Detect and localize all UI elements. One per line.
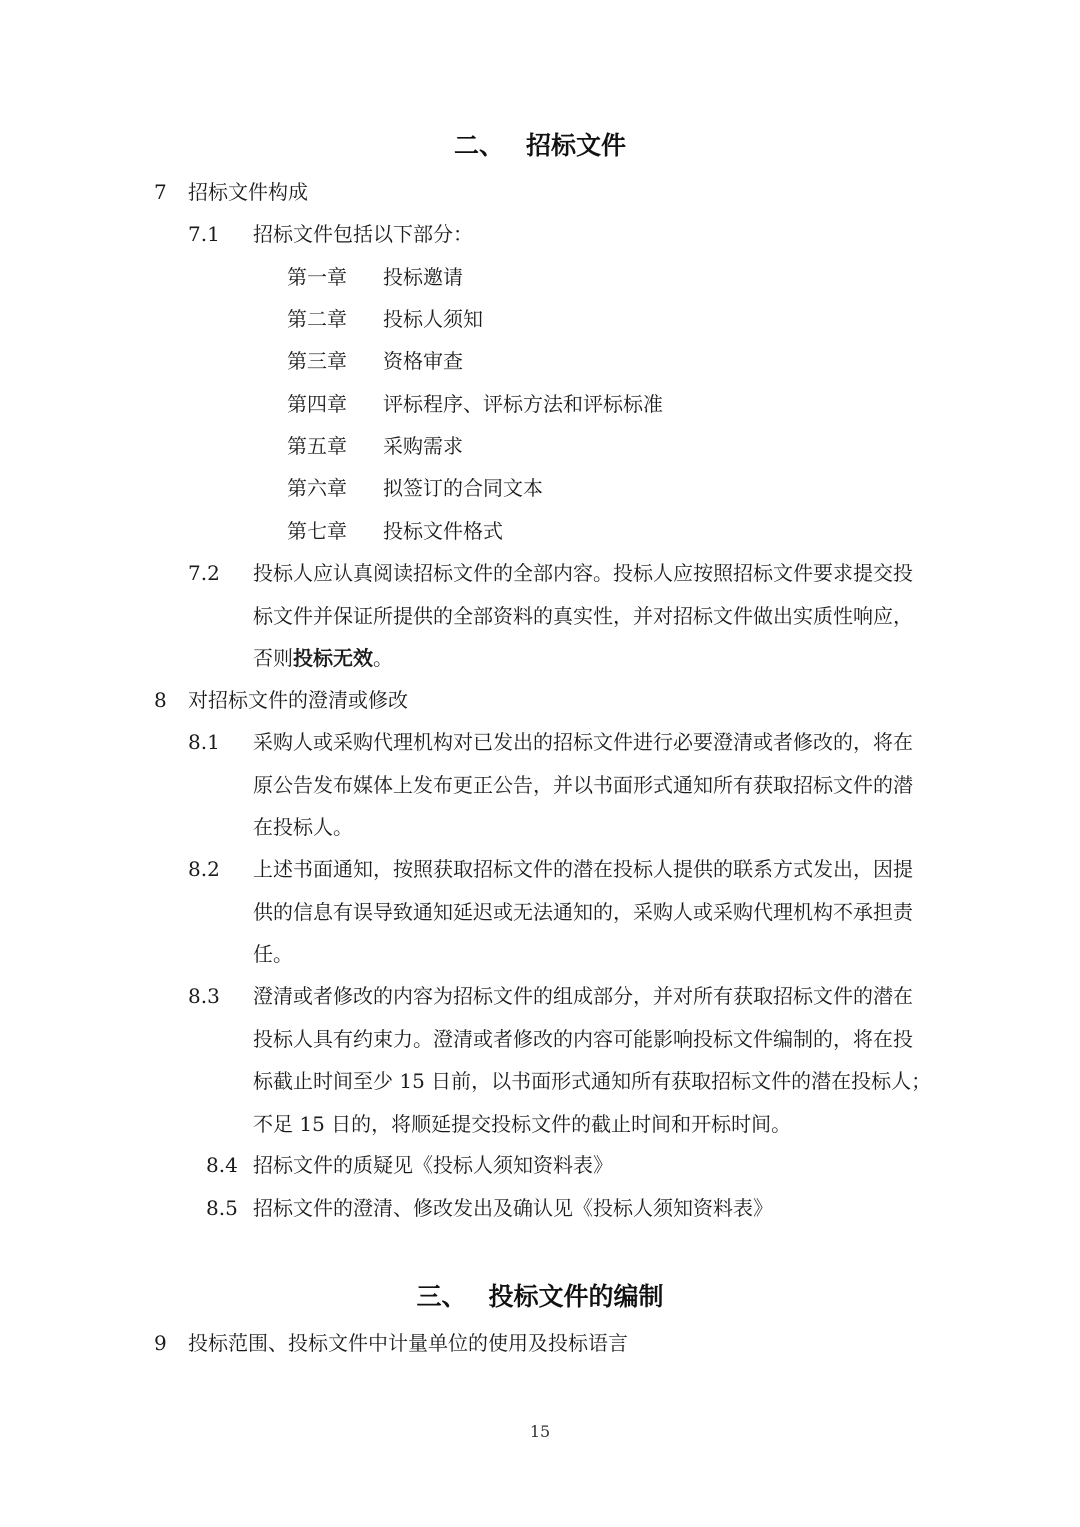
chapter-item: 第五章 采购需求: [287, 434, 463, 458]
clause-8-2-text: 上述书面通知，按照获取招标文件的潜在投标人提供的联系方式发出，因提 供的信息有误导致通知延迟或无法通知的，采购人或采购代理机构不承担责 任。: [253, 857, 913, 966]
chapter-item: 第三章 资格审查: [287, 349, 463, 373]
section-heading-3: [0, 1277, 1080, 1313]
chapter-item: 第四章 评标程序、评标方法和评标标准: [287, 392, 663, 416]
chapter-item: 第二章 投标人须知: [287, 307, 483, 331]
page-number: 15: [529, 1422, 551, 1441]
clause-8-number: 8: [154, 688, 167, 712]
clause-9-number: 9: [154, 1331, 167, 1355]
clause-7-1-number: 7.1: [188, 222, 220, 246]
clause-8-4-text: 招标文件的质疑见《投标人须知资料表》: [253, 1153, 613, 1177]
clause-8-5-text: 招标文件的澄清、修改发出及确认见《投标人须知资料表》: [253, 1196, 773, 1220]
clause-8-3-number: 8.3: [188, 984, 220, 1008]
clause-8-1-text: 采购人或采购代理机构对已发出的招标文件进行必要澄清或者修改的，将在 原公告发布媒体上发布更正公告，并以书面形式通知所有获取招标文件的潜 在投标人。: [253, 730, 913, 839]
clause-8-2-number: 8.2: [188, 857, 220, 881]
heading-title: 招标文件: [526, 131, 627, 160]
clause-8-4-number: 8.4: [206, 1153, 238, 1177]
chapter-item: 第六章 拟签订的合同文本: [287, 476, 543, 500]
clause-8-title: 对招标文件的澄清或修改: [188, 688, 408, 712]
heading-number: 三、: [416, 1282, 467, 1311]
clause-7-2-number: 7.2: [188, 561, 220, 585]
clause-8-5-number: 8.5: [206, 1196, 238, 1220]
clause-8-1-number: 8.1: [188, 730, 220, 754]
clause-8-3-text: 澄清或者修改的内容为招标文件的组成部分，并对所有获取招标文件的潜在 投标人具有约束力。澄清或者修改的内容可能影响投标文件编制的，将在投 标截止时间至少 15 日前，以书面形式通知所有获取招标文件的潜在投标人； 不足 15 日的，将顺延提交投标文件的截止时间和开标时间。: [253, 984, 932, 1136]
clause-7-1-text: 招标文件包括以下部分：: [253, 222, 473, 246]
clause-7-2-text: 投标人应认真阅读招标文件的全部内容。投标人应按照招标文件要求提交投 标文件并保证所提供的全部资料的真实性，并对招标文件做出实质性响应， 否则投标无效。: [253, 561, 913, 670]
clause-9-title: 投标范围、投标文件中计量单位的使用及投标语言: [188, 1331, 628, 1355]
chapter-item: 第一章 投标邀请: [287, 265, 463, 289]
clause-7-title: 招标文件构成: [188, 180, 308, 204]
heading-number: 二、: [453, 131, 504, 160]
section-heading-2: [0, 126, 1080, 162]
heading-title: 投标文件的编制: [488, 1282, 664, 1311]
bold-emphasis: 投标无效: [293, 646, 373, 670]
chapter-item: 第七章 投标文件格式: [287, 519, 503, 543]
clause-7-number: 7: [154, 180, 167, 204]
